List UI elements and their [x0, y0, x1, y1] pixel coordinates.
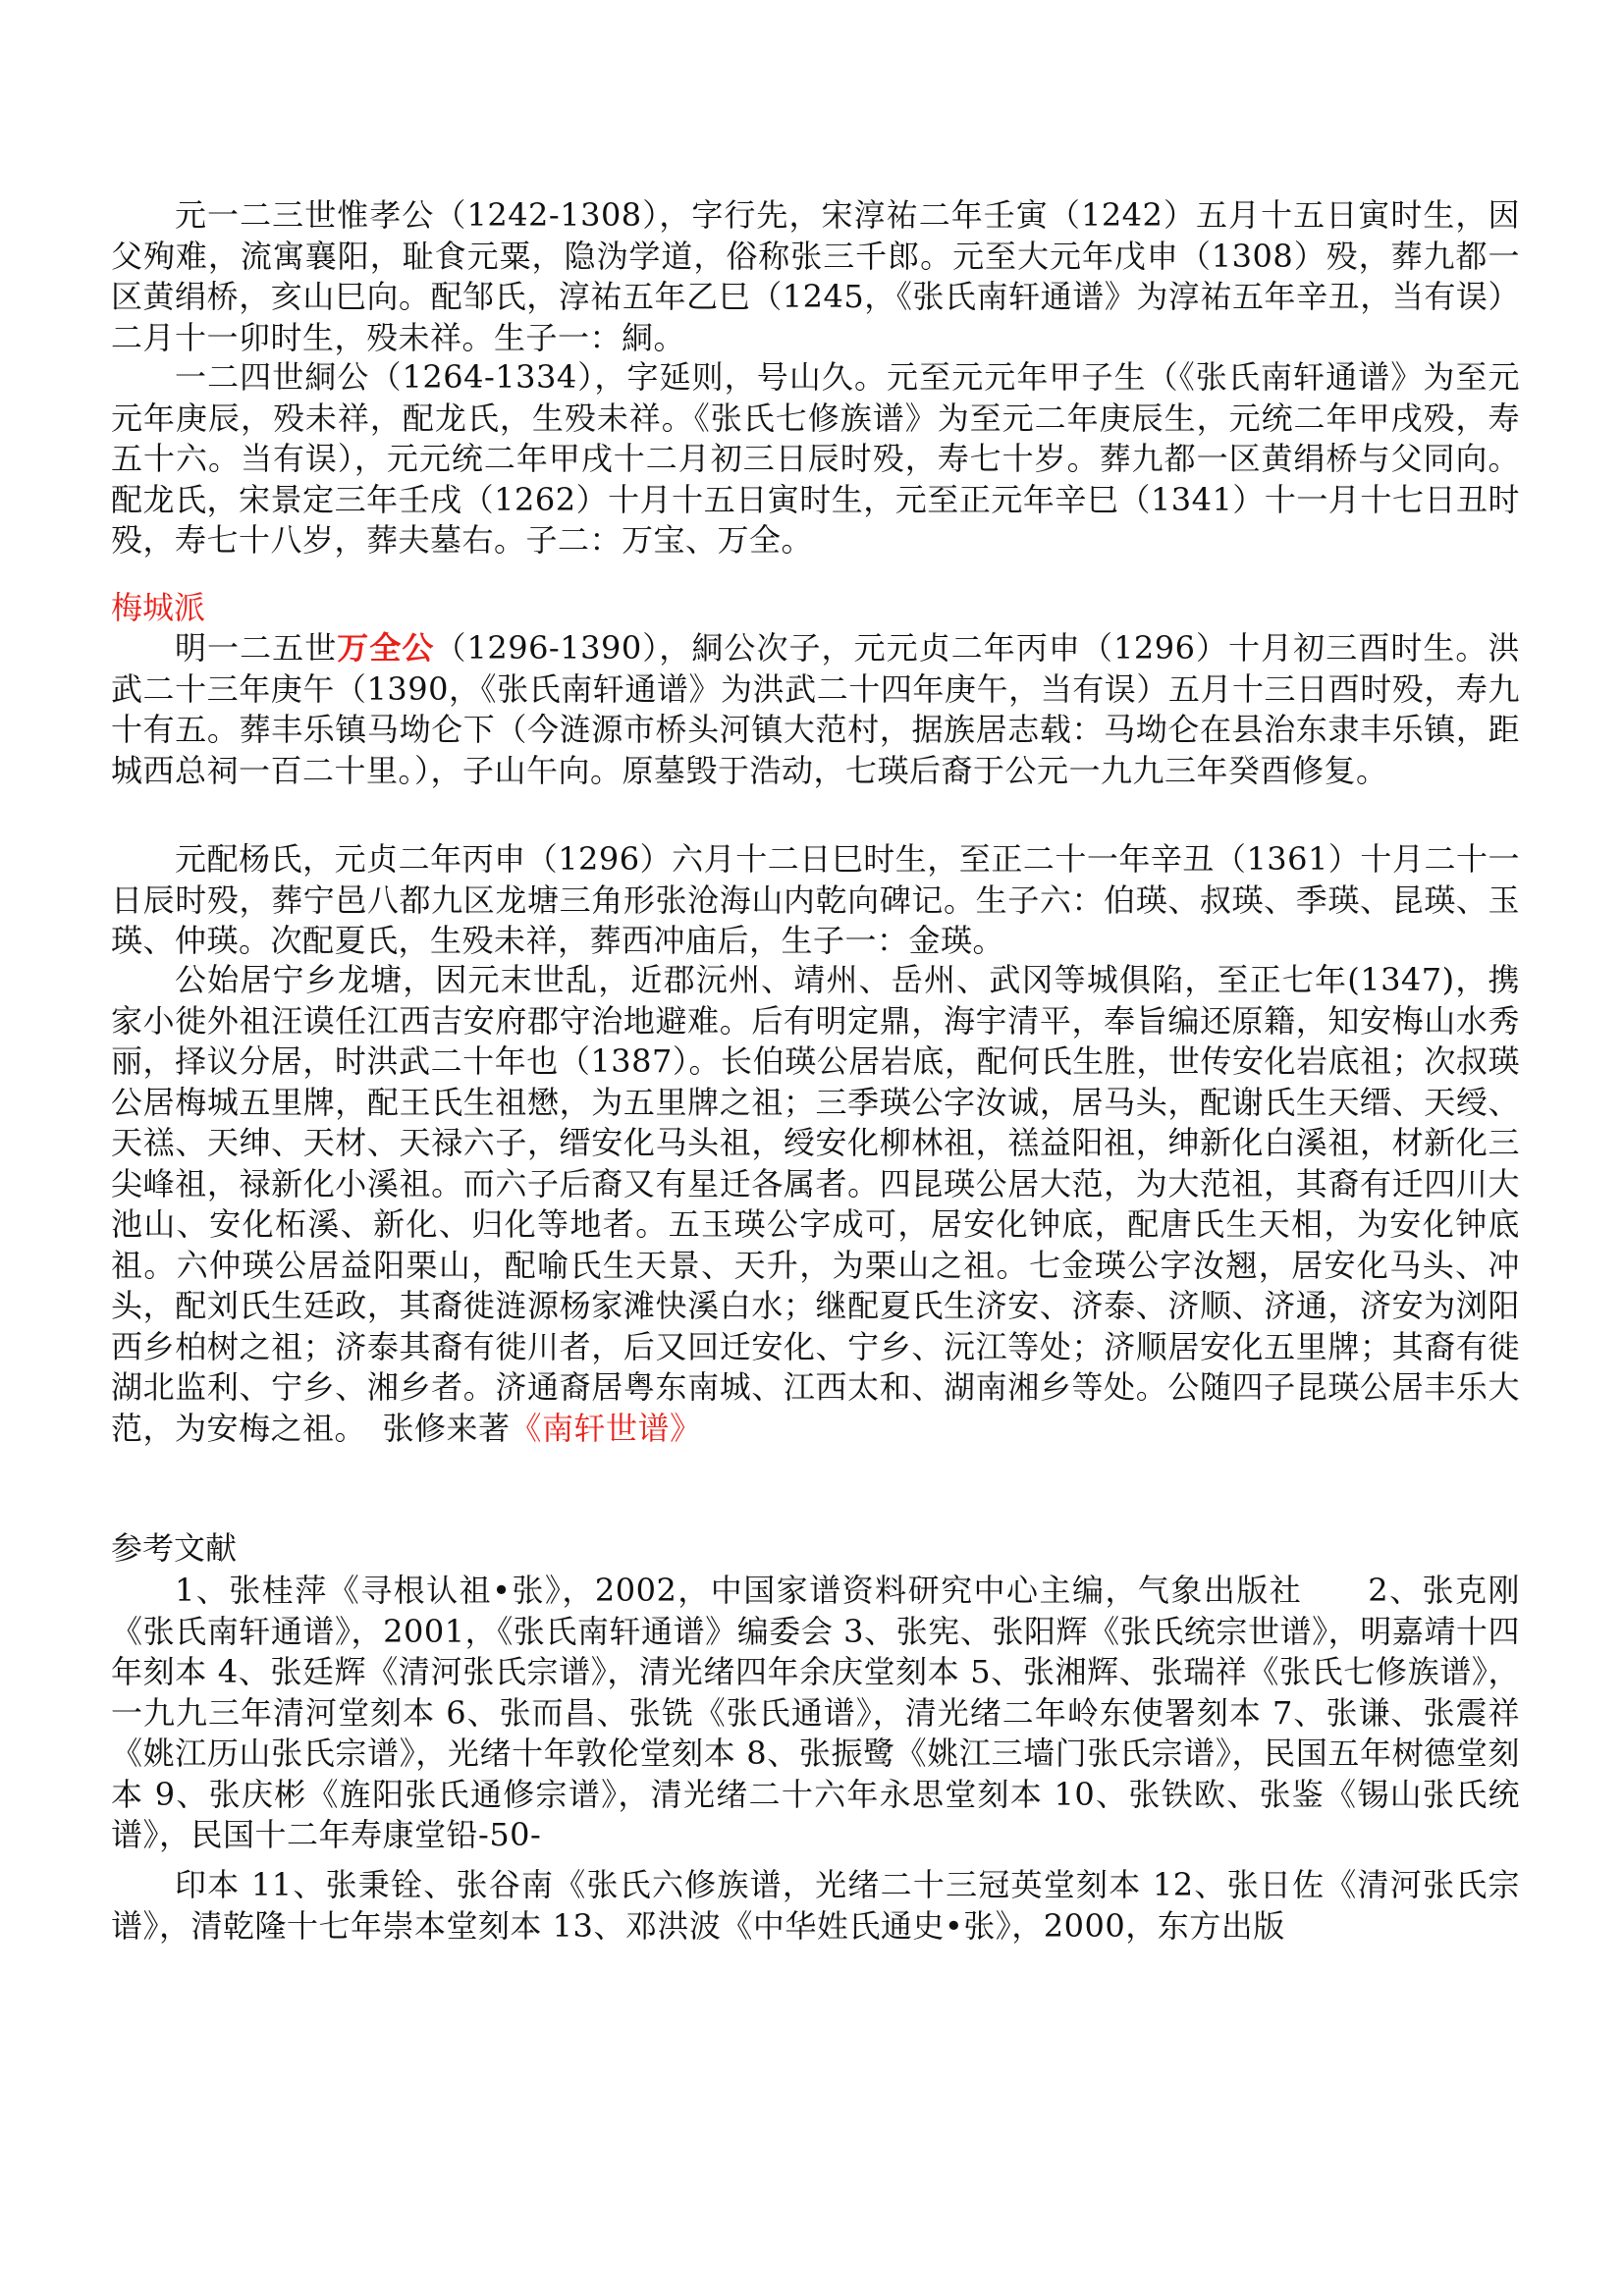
paragraph-tong: 一二四世絧公（1264-1334），字延则，号山久。元至元元年甲子生（《张氏南轩通谱》为至元元年庚辰，殁未祥，配龙氏，生殁未祥。《张氏七修族谱》为至元二年庚辰生，元统二年甲戌殁，寿五十六。当有误），元元统二年甲戌十二月初三日辰时殁，寿七十岁。葬九都一区黄绢桥与父同向。配龙氏，宋景定三年壬戌（1262）十月十五日寅时生，元至正元年辛巳（1341）十一月十七日丑时殁，寿七十八岁，葬夫墓右。子二：万宝、万全。	[111, 358, 1520, 559]
paragraph-weixiao: 元一二三世惟孝公（1242-1308），字行先，宋淳祐二年壬寅（1242）五月十五日寅时生，因父殉难，流寓襄阳，耻食元粟，隐沩学道，俗称张三千郎。元至大元年戊申（1308）殁，葬九都一区黄绢桥，亥山巳向。配邹氏，淳祐五年乙巳（1245，《张氏南轩通谱》为淳祐五年辛丑，当有误）二月十一卯时生，殁未祥。生子一：絧。	[111, 196, 1520, 356]
wanquan-text: （1296-1390），絧公次子，元元贞二年丙申（1296）十月初三酉时生。洪武二十三年庚午（1390，《张氏南轩通谱》为洪武二十四年庚午，当有误）五月十三日酉时殁，寿九十有五。葬丰乐镇马坳仑下（今涟源市桥头河镇大范村，据族居志载：马坳仑在县治东隶丰乐镇，距城西总祠一百二十里。），子山午向。原墓毁于浩动，七瑛后裔于公元一九九三年癸酉修复。	[111, 629, 1520, 789]
references-continued: 印本 11、张秉铨、张谷南《张氏六修族谱，光绪二十三冠英堂刻本 12、张日佐《清河张氏宗谱》，清乾隆十七年崇本堂刻本 13、邓洪波《中华姓氏通史•张》，2000，东方出版	[111, 1866, 1520, 1945]
section-heading: 梅城派	[111, 589, 206, 626]
migration-text: 公始居宁乡龙塘，因元末世乱，近郡沅州、靖州、岳州、武冈等城俱陷，至正七年(1347)，携家小徙外祖汪谟任江西吉安府郡守治地避难。后有明定鼎，海宇清平，奉旨编还原籍，知安梅山水秀丽，择议分居，时洪武二十年也（1387）。长伯瑛公居岩底，配何氏生胜，世传安化岩底祖；次叔瑛公居梅城五里牌，配王氏生祖懋，为五里牌之祖；三季瑛公字汝诚，居马头，配谢氏生天缙、天绶、天禚、天绅、天材、天禄六子，缙安化马头祖，绶安化柳林祖，禚益阳祖，绅新化白溪祖，材新化三尖峰祖，禄新化小溪祖。而六子后裔又有星迁各属者。四昆瑛公居大范，为大范祖，其裔有迁四川大池山、安化柘溪、新化、归化等地者。五玉瑛公字成可，居安化钟底，配唐氏生天相，为安化钟底祖。六仲瑛公居益阳栗山，配喻氏生天景、天升，为栗山之祖。七金瑛公字汝翘，居安化马头、冲头，配刘氏生廷政，其裔徙涟源杨家滩快溪白水；继配夏氏生济安、济泰、济顺、济通，济安为浏阳西乡柏树之祖；济泰其裔有徙川者，后又回迁安化、宁乡、沅江等处；济顺居安化五里牌；其裔有徙湖北监利、宁乡、湘乡者。济通裔居粤东南城、江西太和、湖南湘乡等处。公随四子昆瑛公居丰乐大范，为安梅之祖。	[111, 961, 1520, 1447]
references-title: 参考文献	[111, 1529, 238, 1567]
wanquan-name: 万全公	[337, 629, 435, 667]
references-list: 1、张桂萍《寻根认祖•张》，2002，中国家谱资料研究中心主编，气象出版社 2、张克刚《张氏南轩通谱》，2001，《张氏南轩通谱》编委会 3、张宪、张阳辉《张氏统宗世谱》，明嘉靖十四年刻本 4、张廷辉《清河张氏宗谱》，清光绪四年余庆堂刻本 5、张湘辉、张瑞祥《张氏七修族谱》，一九九三年清河堂刻本 6、张而昌、张铣《张氏通谱》，清光绪二年岭东使署刻本 7、张谦、张震祥《姚江历山张氏宗谱》，光绪十年敦伦堂刻本 8、张振鹭《姚江三墙门张氏宗谱》，民国五年树德堂刻本 9、张庆彬《旌阳张氏通修宗谱》，清光绪二十六年永思堂刻本 10、张铁欧、张鉴《锡山张氏统谱》，民国十二年寿康堂铅-50-	[111, 1572, 1520, 1853]
paragraph-yang: 元配杨氏，元贞二年丙申（1296）六月十二日巳时生，至正二十一年辛丑（1361）十月二十一日辰时殁，葬宁邑八都九区龙塘三角形张沧海山内乾向碑记。生子六：伯瑛、叔瑛、季瑛、昆瑛、玉瑛、仲瑛。次配夏氏，生殁未祥，葬西冲庙后，生子一：金瑛。	[111, 840, 1520, 959]
book-title: 《南轩世谱》	[510, 1409, 702, 1447]
paragraph-wanquan	[111, 628, 1520, 791]
paragraph-migration	[111, 960, 1520, 1449]
author-credit: 张修来著	[382, 1409, 511, 1447]
wanquan-prefix: 明一二五世	[175, 629, 338, 667]
